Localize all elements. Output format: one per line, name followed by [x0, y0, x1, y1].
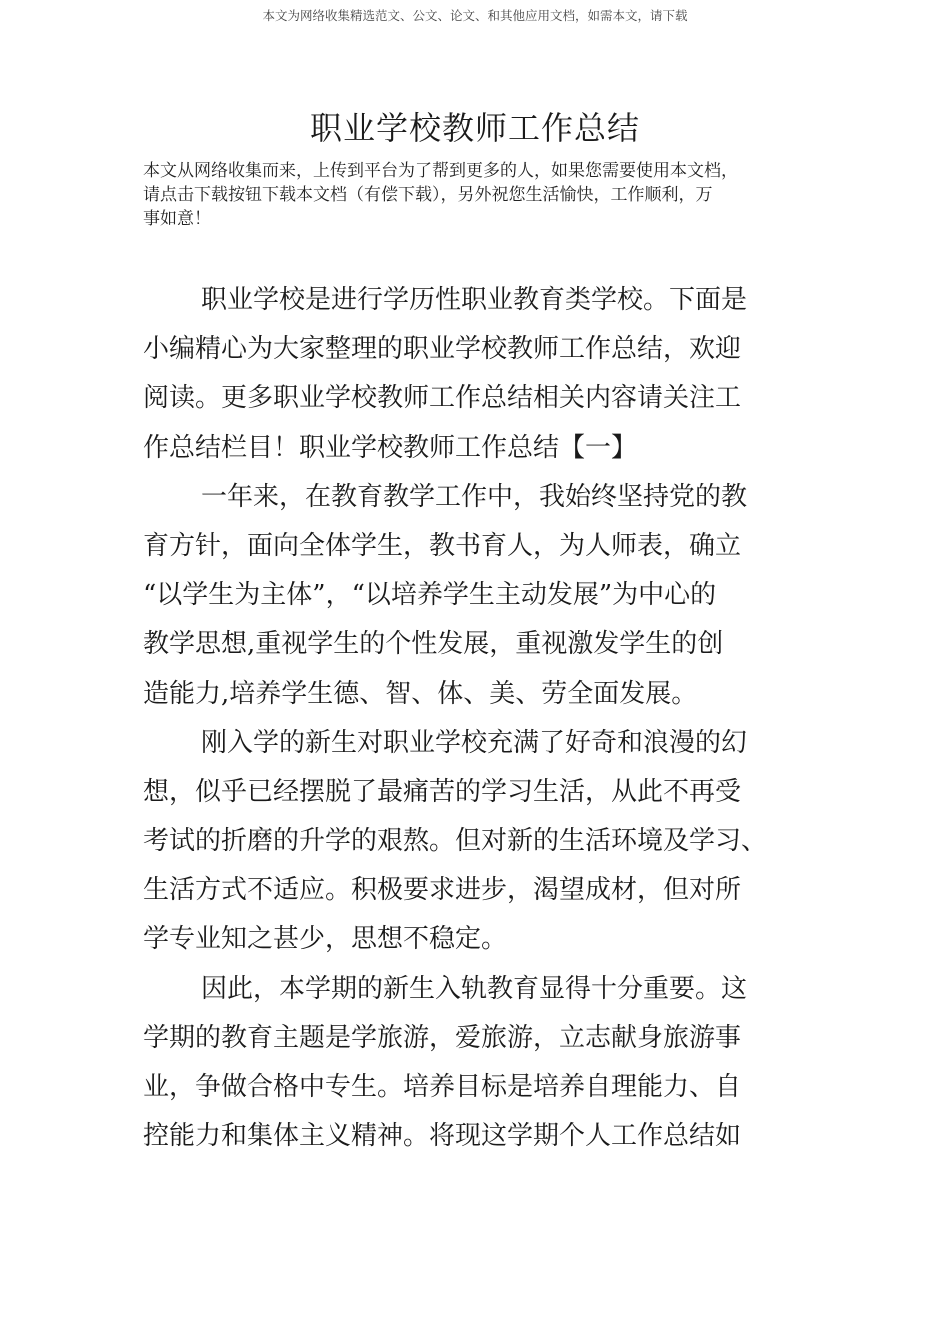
body-line: 育方针，面向全体学生，教书育人，为人师表，确立 [143, 530, 742, 561]
body-line: 造能力,培养学生德、智、体、美、劳全面发展。 [143, 678, 698, 709]
body-line: 控能力和集体主义精神。将现这学期个人工作总结如 [143, 1121, 742, 1152]
disclaimer-line: 请点击下载按钮下载本文档（有偿下载），另外祝您生活愉快，工作顺利，万 [143, 185, 713, 205]
disclaimer-line: 事如意！ [143, 209, 211, 229]
body-line: 生活方式不适应。积极要求进步，渴望成材，但对所 [143, 875, 742, 906]
body-line: 学专业知之甚少，思想不稳定。 [143, 924, 508, 955]
body-line: 阅读。更多职业学校教师工作总结相关内容请关注工 [143, 383, 742, 414]
body-line: “以学生为主体”，“以培养学生主动发展”为中心的 [143, 580, 717, 611]
disclaimer-line: 本文从网络收集而来，上传到平台为了帮到更多的人，如果您需要使用本文档， [143, 161, 738, 181]
body-line: 学期的教育主题是学旅游，爱旅游，立志献身旅游事 [143, 1022, 742, 1053]
body-line: 小编精心为大家整理的职业学校教师工作总结，欢迎 [143, 334, 742, 365]
disclaimer [143, 159, 813, 231]
body-line: 职业学校是进行学历性职业教育类学校。下面是 [201, 285, 748, 315]
body-line: 教学思想,重视学生的个性发展，重视激发学生的创 [143, 629, 724, 660]
body-line: 考试的折磨的升学的艰熬。但对新的生活环境及学习、 [143, 826, 768, 857]
header-note: 本文为网络收集精选范文、公文、论文、和其他应用文档，如需本文，请下载 [262, 8, 688, 23]
body-text [143, 276, 823, 1161]
document-title: 职业学校教师工作总结 [309, 109, 640, 147]
body-line: 想，似乎已经摆脱了最痛苦的学习生活，从此不再受 [143, 776, 742, 807]
body-line: 一年来，在教育教学工作中，我始终坚持党的教 [201, 481, 748, 512]
body-line: 作总结栏目！职业学校教师工作总结【一】 [143, 432, 638, 463]
body-line: 业，争做合格中专生。培养目标是培养自理能力、自 [143, 1072, 742, 1102]
body-line: 刚入学的新生对职业学校充满了好奇和浪漫的幻 [201, 727, 748, 758]
body-line: 因此，本学期的新生入轨教育显得十分重要。这 [201, 973, 748, 1004]
